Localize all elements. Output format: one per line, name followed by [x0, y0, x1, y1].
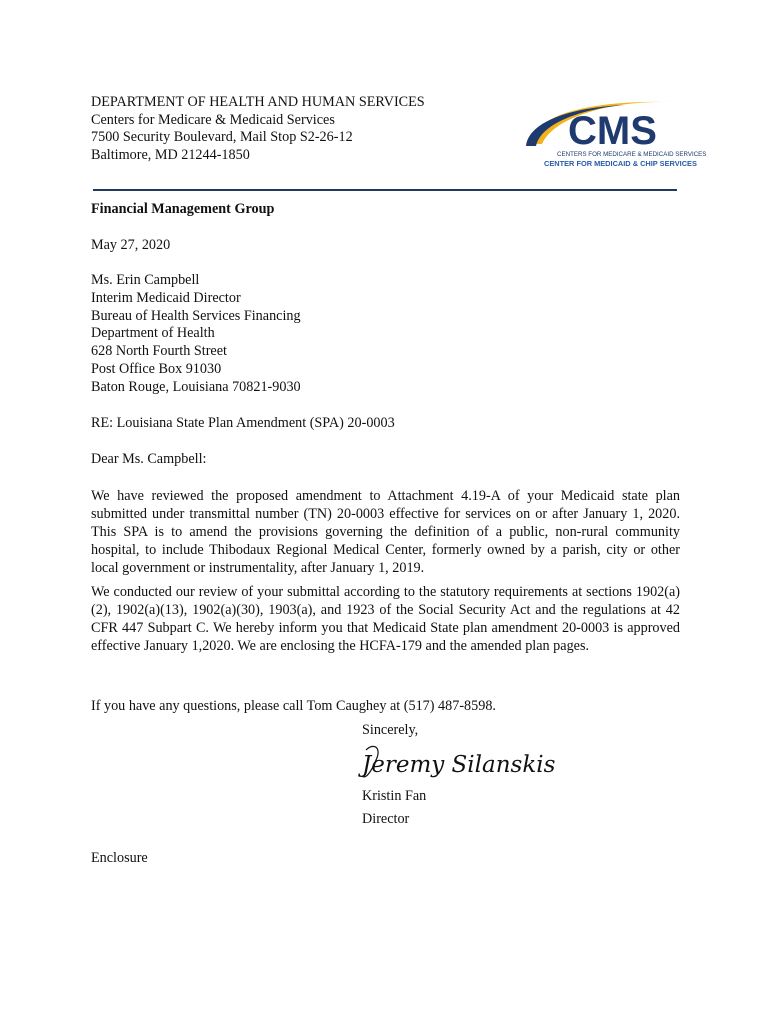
closing: Sincerely,: [362, 722, 419, 738]
salutation: Dear Ms. Campbell:: [91, 451, 207, 467]
logo-line2: CENTER FOR MEDICAID & CHIP SERVICES: [544, 159, 697, 168]
body-paragraph-2: We conducted our review of your submittal according to the statutory requirements at sections 1902(a)(2), 1902(a)(13), 1902(a)(30), 1903(a), and 1923 of the Social Security Act and the regulations at 42 CFR 447 Subpart C. We hereby inform you that Medicaid State plan amendment 20-0003 is approved effective January 1,2020. We are enclosing the HCFA-179 and the amended plan pages.: [91, 584, 680, 655]
handwritten-signature: [360, 740, 556, 784]
recipient-title: Interim Medicaid Director: [91, 289, 241, 306]
recipient-street: 628 North Fourth Street: [91, 343, 227, 360]
recipient-address: [91, 272, 301, 397]
sender-city: Baltimore, MD 21244-1850: [91, 146, 250, 163]
cms-logo: [524, 94, 714, 170]
sender-street: 7500 Security Boulevard, Mail Stop S2-26-12: [91, 129, 353, 146]
recipient-city: Baton Rouge, Louisiana 70821-9030: [91, 378, 301, 395]
sender-address: [91, 94, 425, 164]
body-paragraph-3: If you have any questions, please call Tom Caughey at (517) 487-8598.: [91, 698, 496, 714]
group-heading: Financial Management Group: [91, 201, 275, 217]
signer-title: Director: [362, 811, 410, 827]
recipient-po-box: Post Office Box 91030: [91, 360, 222, 377]
letter-date: May 27, 2020: [91, 237, 171, 253]
signature-script: Jeremy Silanskis: [362, 752, 556, 778]
recipient-bureau: Bureau of Health Services Financing: [91, 307, 301, 324]
signer-name: Kristin Fan: [362, 788, 427, 804]
body-paragraph-1: We have reviewed the proposed amendment to Attachment 4.19-A of your Medicaid state plan submitted under transmittal number (TN) 20-0003 effective for services on or after January 1, 2020. This SPA is to amend the provisions governing the definition of a public, non-rural community hospital, to include Thibodaux Regional Medical Center, formerly owned by a parish, city or other local government or instrumentality, after January 1, 2019.: [91, 488, 680, 577]
subject-line: RE: Louisiana State Plan Amendment (SPA) 20-0003: [91, 415, 395, 431]
recipient-department: Department of Health: [91, 325, 215, 342]
logo-line1: CENTERS FOR MEDICARE & MEDICAID SERVICES: [557, 151, 707, 158]
logo-wordmark: CMS: [568, 109, 657, 153]
enclosure-note: Enclosure: [91, 850, 148, 866]
recipient-name: Ms. Erin Campbell: [91, 272, 200, 288]
header-divider: [93, 189, 677, 191]
agency-name: Centers for Medicare & Medicaid Services: [91, 111, 335, 128]
department-name: DEPARTMENT OF HEALTH AND HUMAN SERVICES: [91, 94, 425, 110]
